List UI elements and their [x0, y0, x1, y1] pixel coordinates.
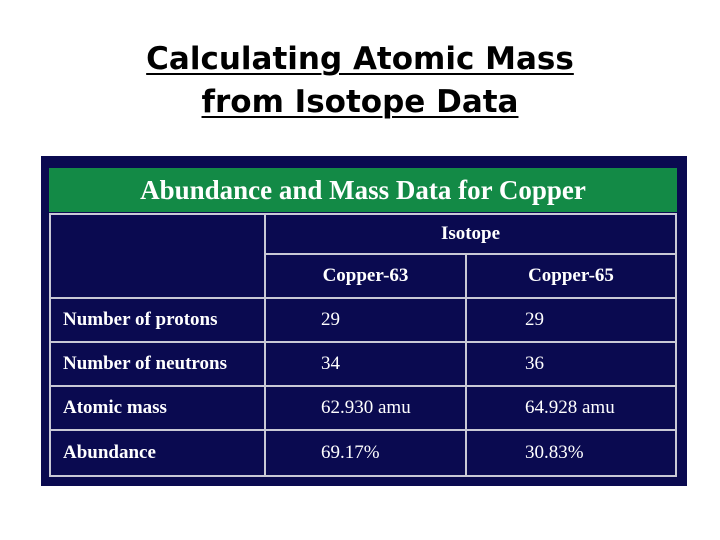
column-header-copper-65: Copper-65: [528, 265, 614, 286]
row-label-protons: Number of protons: [63, 309, 218, 330]
row-label-atomic-mass: Atomic mass: [63, 397, 167, 418]
copper-data-table: [41, 156, 687, 486]
column-header-copper-63: Copper-63: [322, 265, 409, 286]
cell-abundance-cu65: 30.83%: [525, 442, 584, 463]
cell-atomic-mass-cu63: 62.930 amu: [321, 397, 411, 418]
grid-line: [675, 213, 677, 477]
cell-neutrons-cu63: 34: [321, 353, 340, 374]
grid-line: [49, 213, 51, 477]
slide-title: [0, 38, 720, 124]
slide-title-line-2: from Isotope Data: [201, 84, 519, 120]
cell-protons-cu63: 29: [321, 309, 340, 330]
cell-atomic-mass-cu65: 64.928 amu: [525, 397, 615, 418]
grid-line: [49, 475, 677, 477]
cell-neutrons-cu65: 36: [525, 353, 544, 374]
row-label-neutrons: Number of neutrons: [63, 353, 227, 374]
row-label-abundance: Abundance: [63, 442, 156, 463]
slide-title-line-1: Calculating Atomic Mass: [146, 41, 574, 77]
cell-protons-cu65: 29: [525, 309, 544, 330]
table-caption: Abundance and Mass Data for Copper: [49, 168, 677, 212]
isotope-group-header: Isotope: [440, 223, 501, 244]
cell-abundance-cu63: 69.17%: [321, 442, 380, 463]
